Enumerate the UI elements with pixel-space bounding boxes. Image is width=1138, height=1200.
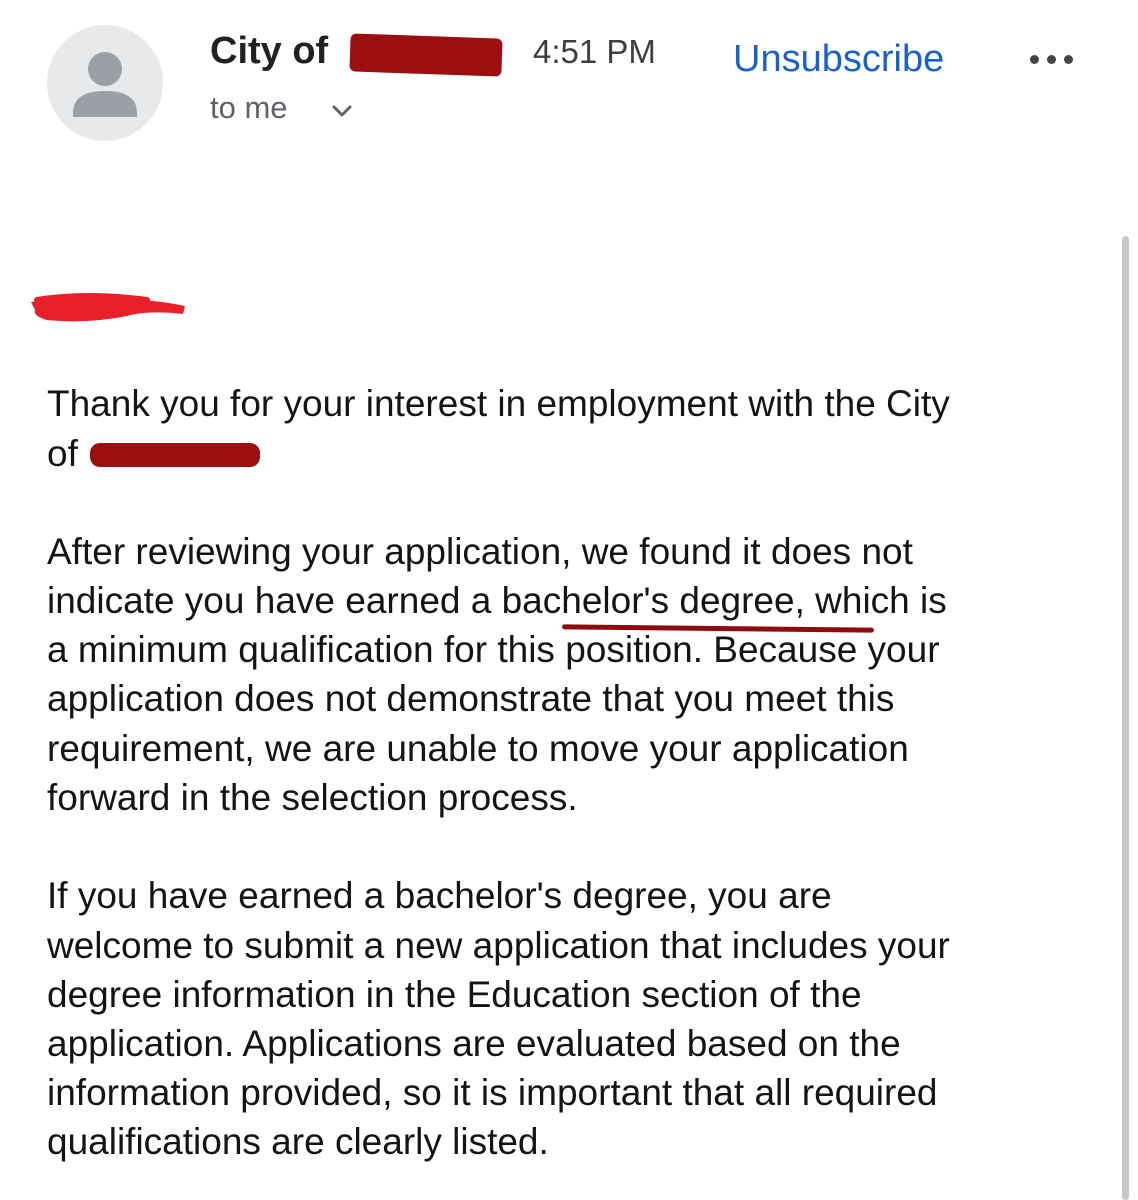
body-text-line: Thank you for your interest in employment with the City xyxy=(47,383,950,424)
scrollbar[interactable] xyxy=(1122,236,1129,1200)
body-text-line: forward in the selection process. xyxy=(47,777,578,818)
body-text-line: After reviewing your application, we found it does not xyxy=(47,531,913,572)
greeting-redaction xyxy=(27,292,187,326)
body-text-line: information provided, so it is important that all required xyxy=(47,1072,938,1113)
body-text-line: application does not demonstrate that you meet this xyxy=(47,678,895,719)
city-name-redaction xyxy=(90,443,260,467)
recipient-label[interactable]: to me xyxy=(210,90,288,125)
avatar-placeholder-icon xyxy=(47,25,163,141)
sender-redaction xyxy=(349,33,502,76)
sender-name[interactable]: City of xyxy=(210,30,329,72)
body-text-line: welcome to submit a new application that includes your xyxy=(47,925,950,966)
body-text-line xyxy=(47,580,947,622)
body-text-segment: , which is xyxy=(794,580,947,621)
body-text-segment: indicate you have earned a xyxy=(47,580,502,621)
body-text-line: application. Applications are evaluated based on the xyxy=(47,1023,901,1064)
received-time: 4:51 PM xyxy=(533,33,656,70)
chevron-down-icon[interactable] xyxy=(330,102,354,120)
email-header xyxy=(0,0,1138,150)
body-text-line: requirement, we are unable to move your application xyxy=(47,728,909,769)
unsubscribe-link[interactable]: Unsubscribe xyxy=(733,38,945,80)
body-text-line: a minimum qualification for this position. Because your xyxy=(47,629,940,670)
body-text-line: degree information in the Education section of the xyxy=(47,974,862,1015)
body-text-line: If you have earned a bachelor's degree, you are xyxy=(47,875,832,916)
sender-avatar[interactable] xyxy=(47,25,163,141)
highlighted-phrase: bachelor's degree xyxy=(501,580,795,621)
body-text-line: qualifications are clearly listed. xyxy=(47,1121,549,1162)
more-options-icon[interactable] xyxy=(1030,50,1086,70)
body-text-line: of xyxy=(47,433,78,474)
